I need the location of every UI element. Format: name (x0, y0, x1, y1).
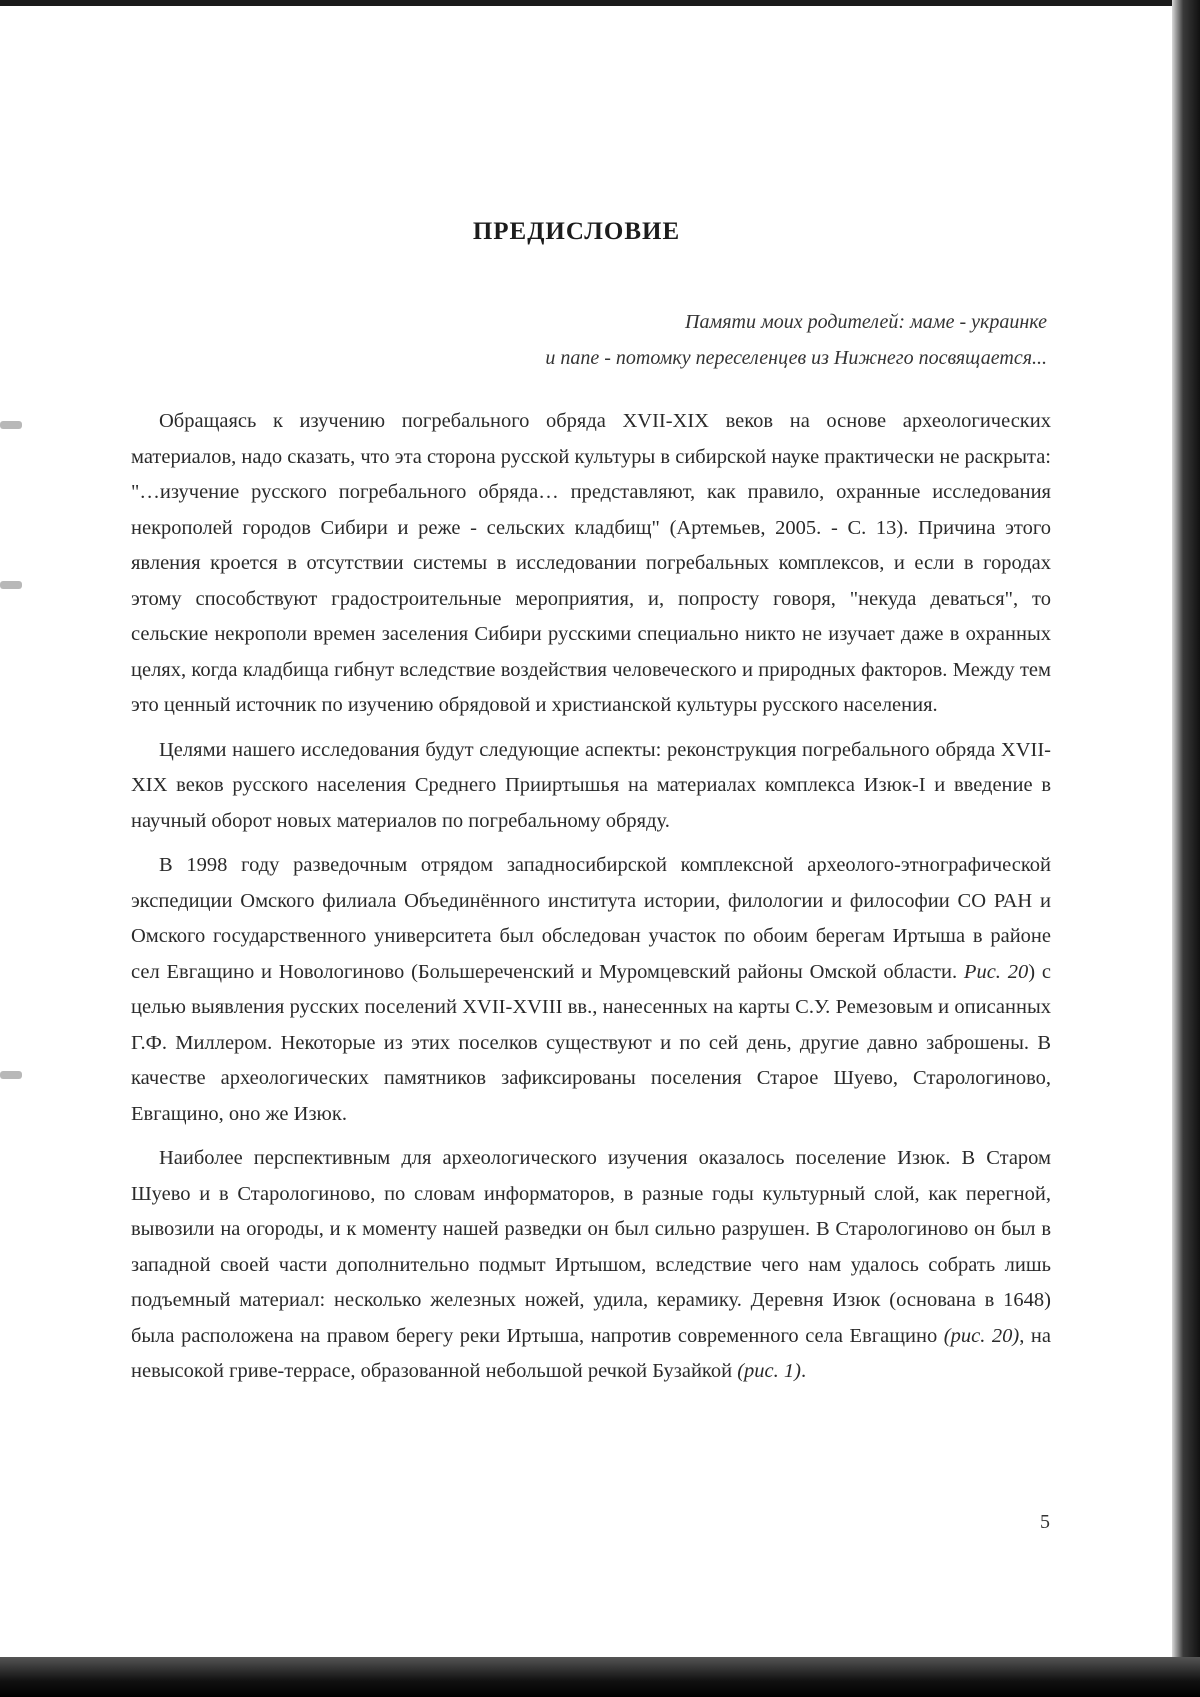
scan-edge-bottom (0, 1657, 1200, 1697)
body-text (131, 404, 1051, 1399)
paragraph-2: Целями нашего исследования будут следующие аспекты: реконструкция погребального обряда XVII-XIX веков русского населения Среднего Прииртышья на материалах комплекса Изюк-I и введение в научный оборот новых материалов по погребальному обряду. (131, 738, 1051, 832)
paragraph-3-text-a: В 1998 году разведочным отрядом западносибирской комплексной археолого-этнографической экспедиции Омского филиала Объединённого института истории, филологии и философии СО РАН и Омского государственного университета был обследован участок по обоим берегам Иртыша в районе сел Евгащино и Новологиново (Большереченский и Муромцевский районы Омской области. (131, 854, 1051, 983)
figure-reference: (рис. 20) (943, 1324, 1020, 1347)
epigraph (287, 304, 1047, 376)
binding-mark (0, 581, 22, 589)
paragraph-4 (131, 1141, 1051, 1390)
epigraph-line-2: и папе - потомку переселенцев из Нижнего посвящается... (545, 347, 1047, 369)
epigraph-line-1: Памяти моих родителей: маме - украинке (685, 311, 1047, 333)
paragraph-4-text-a: Наиболее перспективным для археологического изучения оказалось поселение Изюк. В Старом Шуево и в Старологиново, по словам информаторов, в разные годы культурный слой, как перегной, вывозили на огороды, и к моменту нашей разведки он был сильно разрушен. В Старологиново он был в западной своей части дополнительно подмыт Иртышом, вследствие чего нам удалось собрать лишь подъемный материал: несколько железных ножей, удила, керамику. Деревня Изюк (основана в 1648) была расположена на правом берегу реки Иртыша, напротив современного села Евгащино (131, 1147, 1051, 1347)
figure-reference: (рис. 1) (737, 1360, 801, 1382)
paragraph-1: Обращаясь к изучению погребального обряда XVII-XIX веков на основе археологических материалов, надо сказать, что эта сторона русской культуры в сибирской науке практически не раскрыта: "…изучение русского погребального обряда… представляют, как правило, охранные исследования некрополей городов Сибири и реже - сельских кладбищ" (Артемьев, 2005. - С. 13). Причина этого явления кроется в отсутствии системы в исследовании погребальных комплексов, и если в городах этому способствуют градостроительные мероприятия, и, попросту говоря, "некуда деваться", то сельские некрополи времен заселения Сибири русскими специально никто не изучает даже в охранных целях, когда кладбища гибнут вследствие воздействия человеческого и природных факторов. Между тем это ценный источник по изучению обрядовой и христианской культуры русского населения. (131, 410, 1051, 716)
paragraph-3-text-b: ) с целью выявления русских поселений XVII-XVIII вв., нанесенных на карты С.У. Ремезовым и описанных Г.Ф. Миллером. Некоторые из этих поселков существуют и по сей день, другие давно заброшены. В качестве археологических памятников зафиксированы поселения Старое Шуево, Старологиново, Евгащино, оно же Изюк. (131, 960, 1051, 1125)
figure-reference: Рис. 20 (963, 960, 1029, 983)
binding-mark (0, 1071, 22, 1079)
scan-edge-right (1172, 0, 1200, 1697)
paragraph-4-text-b: , на невысокой гриве-террасе, образованной небольшой речкой Бузайкой (131, 1324, 1051, 1382)
page-heading: ПРЕДИСЛОВИЕ (472, 218, 681, 245)
binding-mark (0, 421, 22, 429)
paragraph-4-text-c: . (800, 1360, 807, 1382)
document-page (0, 6, 1172, 1686)
paragraph-3 (131, 848, 1051, 1132)
page-number: 5 (1040, 1511, 1050, 1533)
